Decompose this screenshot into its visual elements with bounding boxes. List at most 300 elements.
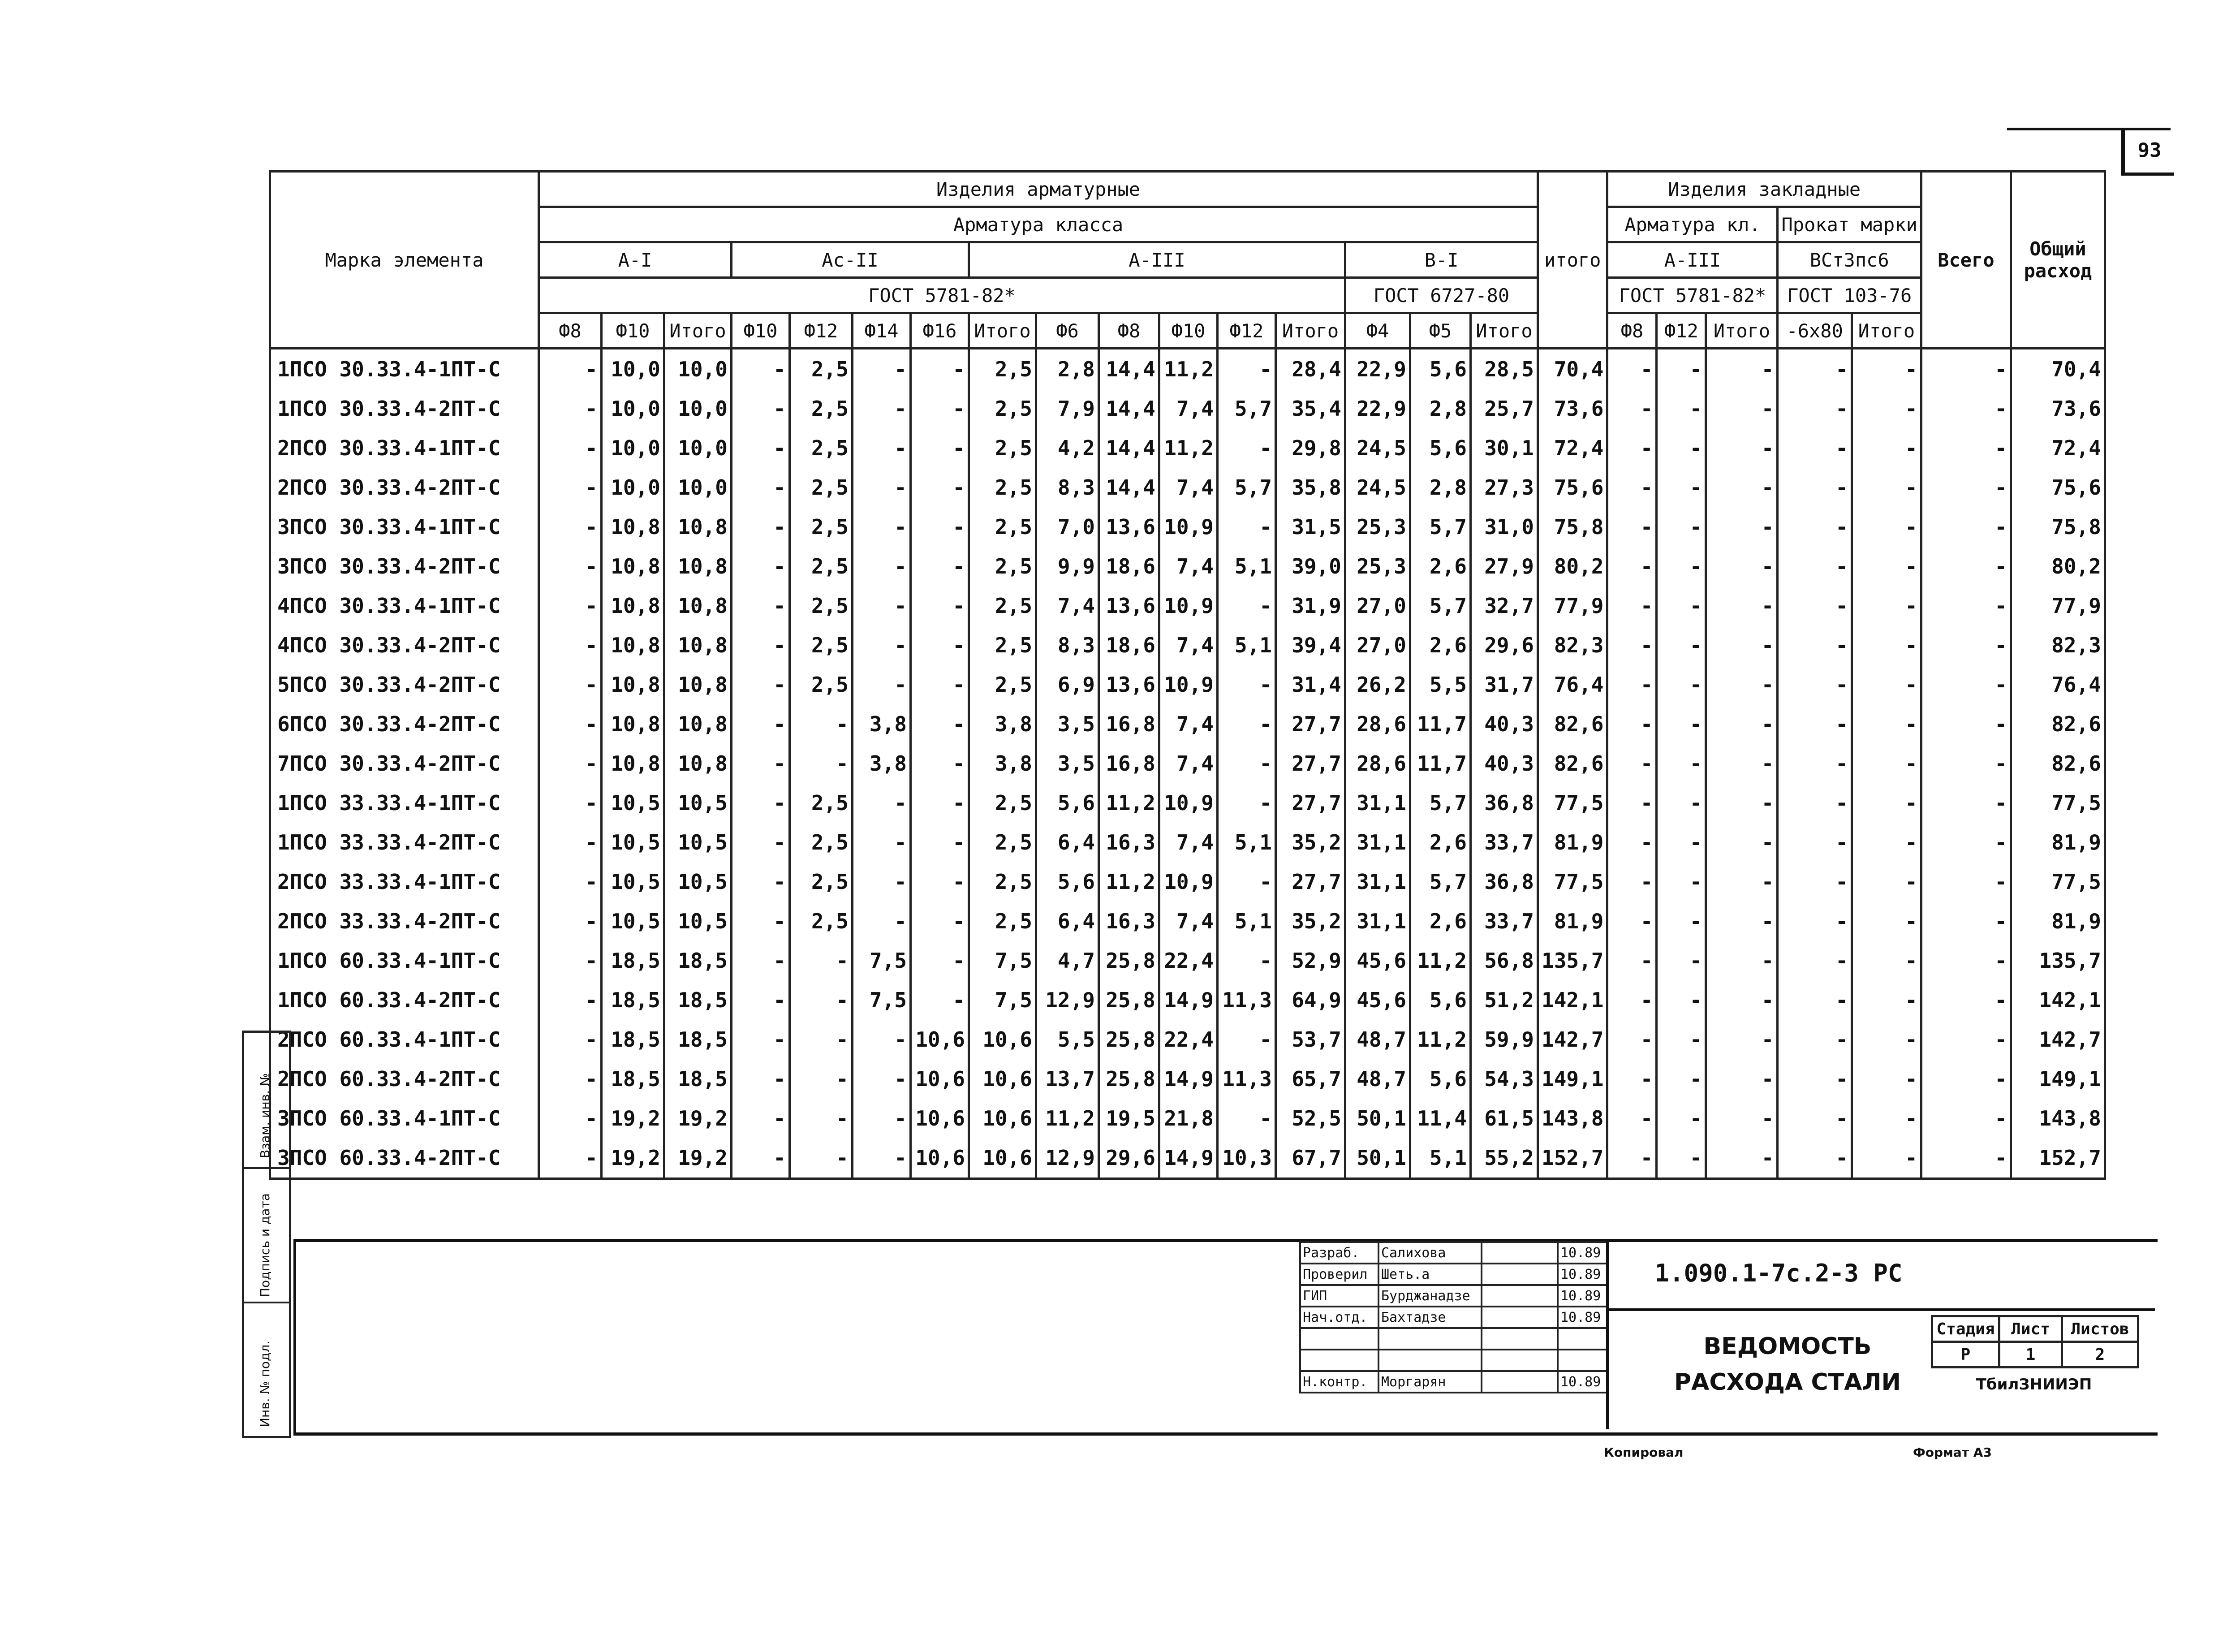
table-cell: 10,8 xyxy=(664,744,732,783)
table-cell: 11,2 xyxy=(1410,1020,1471,1059)
table-cell: - xyxy=(853,468,911,507)
element-mark: 2ПСО 33.33.4-2ПТ-С xyxy=(270,901,539,941)
table-cell: 80,2 xyxy=(1538,547,1607,586)
table-cell: 81,9 xyxy=(1538,901,1607,941)
table-cell: - xyxy=(539,1099,602,1138)
footer-copied: Копировал xyxy=(1604,1445,1684,1460)
table-cell: 3,5 xyxy=(1036,704,1099,744)
table-cell: - xyxy=(1852,665,1921,704)
table-cell: 31,1 xyxy=(1345,862,1410,901)
table-cell: 36,8 xyxy=(1471,862,1538,901)
table-row xyxy=(270,704,2105,744)
table-cell: 33,7 xyxy=(1471,901,1538,941)
signature-role: ГИП xyxy=(1300,1285,1378,1307)
table-cell: - xyxy=(1706,428,1778,468)
table-cell: 11,2 xyxy=(1036,1099,1099,1138)
table-cell: 31,5 xyxy=(1276,507,1345,547)
table-cell: 16,3 xyxy=(1099,901,1159,941)
table-cell: 5,1 xyxy=(1218,823,1276,862)
signature-sign xyxy=(1482,1328,1558,1350)
signature-date xyxy=(1558,1328,1607,1350)
table-row xyxy=(270,1059,2105,1099)
table-cell: 10,5 xyxy=(602,901,664,941)
col-header: Ф12 xyxy=(790,313,853,349)
table-cell: - xyxy=(1657,547,1706,586)
signature-row xyxy=(1300,1350,1607,1371)
table-cell: - xyxy=(911,468,969,507)
table-cell: - xyxy=(853,428,911,468)
table-cell: - xyxy=(1607,389,1657,428)
table-cell: 14,9 xyxy=(1159,1138,1218,1179)
header-class-a3: А-III xyxy=(969,242,1345,278)
table-cell: 7,4 xyxy=(1159,901,1218,941)
table-cell: - xyxy=(732,1138,790,1179)
stage-table xyxy=(1931,1315,2139,1368)
table-cell: - xyxy=(1921,507,2011,547)
table-cell: - xyxy=(911,783,969,823)
table-cell: 18,5 xyxy=(602,1059,664,1099)
table-cell: 10,8 xyxy=(602,507,664,547)
table-cell: 59,9 xyxy=(1471,1020,1538,1059)
table-cell: 5,7 xyxy=(1218,468,1276,507)
table-cell: 10,8 xyxy=(602,547,664,586)
table-cell: - xyxy=(732,704,790,744)
table-row xyxy=(270,901,2105,941)
table-cell: - xyxy=(790,1099,853,1138)
table-cell: - xyxy=(1607,1020,1657,1059)
table-cell: - xyxy=(1921,349,2011,389)
table-cell: - xyxy=(1921,823,2011,862)
table-cell: 2,5 xyxy=(969,625,1036,665)
col-header: Итого xyxy=(969,313,1036,349)
table-cell: - xyxy=(1852,625,1921,665)
table-cell: 10,0 xyxy=(664,349,732,389)
sheets-header: Листов xyxy=(2062,1316,2138,1342)
table-cell: - xyxy=(1852,1099,1921,1138)
table-cell: - xyxy=(732,665,790,704)
table-cell: 11,2 xyxy=(1099,862,1159,901)
table-cell: - xyxy=(732,547,790,586)
table-cell: 7,5 xyxy=(969,980,1036,1020)
signature-role: Разраб. xyxy=(1300,1242,1378,1264)
signature-date: 10.89 xyxy=(1558,1371,1607,1393)
table-cell: 10,0 xyxy=(602,428,664,468)
table-cell: 3,8 xyxy=(969,704,1036,744)
table-cell: - xyxy=(1852,349,1921,389)
table-cell: 25,8 xyxy=(1099,1020,1159,1059)
table-cell: 10,5 xyxy=(664,823,732,862)
header-emb-class: А-III xyxy=(1607,242,1778,278)
table-cell: 11,7 xyxy=(1410,704,1471,744)
col-header: Ф5 xyxy=(1410,313,1471,349)
table-cell: - xyxy=(1921,862,2011,901)
table-cell: 18,5 xyxy=(602,1020,664,1059)
table-cell: 5,1 xyxy=(1410,1138,1471,1179)
table-cell: - xyxy=(1921,901,2011,941)
signature-date: 10.89 xyxy=(1558,1285,1607,1307)
table-cell: 2,6 xyxy=(1410,547,1471,586)
table-body xyxy=(270,349,2105,1179)
table-cell: 7,4 xyxy=(1159,625,1218,665)
table-cell: 27,7 xyxy=(1276,744,1345,783)
table-cell: 45,6 xyxy=(1345,941,1410,980)
col-header: Ф4 xyxy=(1345,313,1410,349)
col-header: Ф12 xyxy=(1657,313,1706,349)
table-cell: 29,6 xyxy=(1099,1138,1159,1179)
table-cell: 11,2 xyxy=(1099,783,1159,823)
table-cell: 25,3 xyxy=(1345,507,1410,547)
table-cell: 7,9 xyxy=(1036,389,1099,428)
table-cell: - xyxy=(1706,783,1778,823)
table-cell: 18,6 xyxy=(1099,547,1159,586)
signature-row xyxy=(1300,1307,1607,1328)
table-cell: 11,2 xyxy=(1410,941,1471,980)
table-cell: - xyxy=(539,901,602,941)
table-row xyxy=(270,980,2105,1020)
table-row xyxy=(270,507,2105,547)
table-cell: 7,4 xyxy=(1159,704,1218,744)
table-cell: 10,6 xyxy=(911,1099,969,1138)
table-cell: 18,6 xyxy=(1099,625,1159,665)
table-cell: 7,4 xyxy=(1159,744,1218,783)
table-cell: - xyxy=(1657,625,1706,665)
table-cell: - xyxy=(1921,941,2011,980)
table-cell: - xyxy=(1706,1020,1778,1059)
table-cell: 25,8 xyxy=(1099,941,1159,980)
table-cell: 19,5 xyxy=(1099,1099,1159,1138)
table-cell: - xyxy=(1778,704,1852,744)
table-cell: - xyxy=(1607,586,1657,625)
table-cell: 6,9 xyxy=(1036,665,1099,704)
table-cell: 14,4 xyxy=(1099,349,1159,389)
table-cell: 75,8 xyxy=(2011,507,2105,547)
signature-name xyxy=(1378,1328,1482,1350)
table-cell: 31,4 xyxy=(1276,665,1345,704)
table-cell: - xyxy=(1852,941,1921,980)
table-cell: 76,4 xyxy=(2011,665,2105,704)
table-cell: 64,9 xyxy=(1276,980,1345,1020)
table-cell: - xyxy=(1706,980,1778,1020)
table-cell: 5,7 xyxy=(1410,862,1471,901)
table-cell: - xyxy=(911,389,969,428)
table-cell: 22,4 xyxy=(1159,941,1218,980)
table-cell: - xyxy=(732,901,790,941)
table-cell: - xyxy=(853,823,911,862)
side-cell-sign xyxy=(244,1167,289,1303)
table-cell: 22,9 xyxy=(1345,349,1410,389)
element-mark: 1ПСО 60.33.4-1ПТ-С xyxy=(270,941,539,980)
table-cell: - xyxy=(911,586,969,625)
table-cell: - xyxy=(1706,468,1778,507)
table-cell: 25,7 xyxy=(1471,389,1538,428)
table-cell: - xyxy=(911,744,969,783)
table-cell: - xyxy=(911,823,969,862)
table-cell: - xyxy=(732,980,790,1020)
table-cell: - xyxy=(790,744,853,783)
table-row xyxy=(270,389,2105,428)
signature-sign xyxy=(1482,1285,1558,1307)
side-cell-inv-replace xyxy=(244,1033,289,1169)
table-cell: 75,6 xyxy=(1538,468,1607,507)
side-inv-orig: Инв. № подл. xyxy=(258,1340,272,1427)
table-cell: - xyxy=(1218,941,1276,980)
table-cell: 11,4 xyxy=(1410,1099,1471,1138)
table-cell: 7,0 xyxy=(1036,507,1099,547)
signature-row xyxy=(1300,1242,1607,1264)
table-cell: - xyxy=(1657,823,1706,862)
table-cell: - xyxy=(1921,389,2011,428)
table-cell: 2,5 xyxy=(790,468,853,507)
table-cell: 5,7 xyxy=(1410,586,1471,625)
table-cell: 13,6 xyxy=(1099,665,1159,704)
table-cell: 10,8 xyxy=(664,665,732,704)
table-cell: - xyxy=(1218,704,1276,744)
table-cell: - xyxy=(1657,1059,1706,1099)
table-cell: 5,6 xyxy=(1410,980,1471,1020)
table-cell: 2,5 xyxy=(969,665,1036,704)
table-cell: - xyxy=(539,1020,602,1059)
signature-role xyxy=(1300,1350,1378,1371)
table-cell: - xyxy=(1852,389,1921,428)
table-cell: 25,8 xyxy=(1099,1059,1159,1099)
table-cell: 142,1 xyxy=(1538,980,1607,1020)
table-cell: 7,5 xyxy=(853,941,911,980)
sheets-value: 2 xyxy=(2062,1342,2138,1367)
element-mark: 6ПСО 30.33.4-2ПТ-С xyxy=(270,704,539,744)
table-row xyxy=(270,783,2105,823)
table-cell: 22,9 xyxy=(1345,389,1410,428)
signature-role: Проверил xyxy=(1300,1264,1378,1285)
table-cell: - xyxy=(1607,468,1657,507)
table-cell: 10,5 xyxy=(602,823,664,862)
table-cell: - xyxy=(539,1059,602,1099)
table-cell: 10,8 xyxy=(602,665,664,704)
table-row xyxy=(270,823,2105,862)
table-cell: - xyxy=(539,783,602,823)
table-cell: 3,8 xyxy=(969,744,1036,783)
table-cell: - xyxy=(1657,665,1706,704)
table-cell: 54,3 xyxy=(1471,1059,1538,1099)
table-cell: - xyxy=(1921,468,2011,507)
table-cell: - xyxy=(1852,862,1921,901)
table-cell: - xyxy=(732,507,790,547)
table-cell: 48,7 xyxy=(1345,1020,1410,1059)
table-cell: - xyxy=(1607,507,1657,547)
element-mark: 1ПСО 30.33.4-2ПТ-С xyxy=(270,389,539,428)
table-cell: 67,7 xyxy=(1276,1138,1345,1179)
table-cell: - xyxy=(539,704,602,744)
table-cell: - xyxy=(790,1059,853,1099)
table-cell: - xyxy=(1607,428,1657,468)
table-cell: 7,4 xyxy=(1159,823,1218,862)
element-mark: 2ПСО 60.33.4-2ПТ-С xyxy=(270,1059,539,1099)
stamp-hline xyxy=(1606,1308,2155,1311)
signature-name: Бурджанадзе xyxy=(1378,1285,1482,1307)
table-cell: 18,5 xyxy=(602,980,664,1020)
table-cell: - xyxy=(1852,507,1921,547)
table-cell: 2,5 xyxy=(790,389,853,428)
table-cell: 2,5 xyxy=(790,823,853,862)
table-cell: 70,4 xyxy=(1538,349,1607,389)
table-cell: 29,6 xyxy=(1471,625,1538,665)
signature-role: Нач.отд. xyxy=(1300,1307,1378,1328)
table-cell: 5,7 xyxy=(1410,783,1471,823)
table-cell: 76,4 xyxy=(1538,665,1607,704)
table-cell: 24,5 xyxy=(1345,428,1410,468)
table-cell: - xyxy=(1778,468,1852,507)
table-cell: 2,5 xyxy=(969,468,1036,507)
stage-value: Р xyxy=(1932,1342,1999,1367)
table-cell: - xyxy=(1607,349,1657,389)
table-cell: 5,7 xyxy=(1218,389,1276,428)
header-class-v1: В-I xyxy=(1345,242,1538,278)
col-header: -6х80 xyxy=(1778,313,1852,349)
table-cell: - xyxy=(1778,389,1852,428)
table-cell: - xyxy=(853,1099,911,1138)
table-row xyxy=(270,862,2105,901)
table-cell: 19,2 xyxy=(602,1099,664,1138)
table-cell: - xyxy=(1706,349,1778,389)
signature-sign xyxy=(1482,1264,1558,1285)
table-cell: - xyxy=(790,704,853,744)
table-cell: 135,7 xyxy=(2011,941,2105,980)
table-cell: - xyxy=(1607,547,1657,586)
table-cell: 2,5 xyxy=(790,547,853,586)
table-cell: - xyxy=(539,941,602,980)
table-cell: 11,3 xyxy=(1218,1059,1276,1099)
table-cell: - xyxy=(732,941,790,980)
sheet-name xyxy=(1631,1329,1944,1400)
table-cell: 31,7 xyxy=(1471,665,1538,704)
table-cell: 16,8 xyxy=(1099,744,1159,783)
table-cell: 18,5 xyxy=(664,941,732,980)
element-mark: 1ПСО 60.33.4-2ПТ-С xyxy=(270,980,539,1020)
table-cell: - xyxy=(732,1099,790,1138)
table-cell: 7,4 xyxy=(1159,547,1218,586)
table-cell: - xyxy=(853,665,911,704)
table-cell: - xyxy=(1706,665,1778,704)
table-cell: 26,2 xyxy=(1345,665,1410,704)
table-cell: 72,4 xyxy=(2011,428,2105,468)
table-cell: 28,5 xyxy=(1471,349,1538,389)
signature-date: 10.89 xyxy=(1558,1264,1607,1285)
table-cell: 31,0 xyxy=(1471,507,1538,547)
table-cell: - xyxy=(539,1138,602,1179)
table-cell: 18,5 xyxy=(664,1020,732,1059)
table-cell: - xyxy=(853,625,911,665)
element-mark: 4ПСО 30.33.4-2ПТ-С xyxy=(270,625,539,665)
table-cell: 81,9 xyxy=(2011,901,2105,941)
table-cell: - xyxy=(853,389,911,428)
table-cell: 142,7 xyxy=(1538,1020,1607,1059)
signature-name: Бахтадзе xyxy=(1378,1307,1482,1328)
table-cell: 10,8 xyxy=(664,625,732,665)
element-mark: 3ПСО 60.33.4-2ПТ-С xyxy=(270,1138,539,1179)
table-cell: - xyxy=(539,389,602,428)
table-cell: 16,3 xyxy=(1099,823,1159,862)
table-cell: - xyxy=(1852,980,1921,1020)
table-cell: - xyxy=(539,823,602,862)
table-row xyxy=(270,625,2105,665)
table-cell: - xyxy=(1778,744,1852,783)
element-mark: 7ПСО 30.33.4-2ПТ-С xyxy=(270,744,539,783)
table-row xyxy=(270,349,2105,389)
table-cell: - xyxy=(732,625,790,665)
table-cell: - xyxy=(1778,507,1852,547)
table-cell: - xyxy=(1921,1138,2011,1179)
table-row xyxy=(270,665,2105,704)
table-cell: - xyxy=(853,1020,911,1059)
table-cell: - xyxy=(1657,349,1706,389)
table-cell: 11,2 xyxy=(1159,349,1218,389)
table-cell: - xyxy=(732,1059,790,1099)
header-columns-row xyxy=(270,313,2105,349)
table-cell: 35,4 xyxy=(1276,389,1345,428)
table-cell: 2,6 xyxy=(1410,625,1471,665)
table-cell: - xyxy=(1778,625,1852,665)
table-cell: - xyxy=(732,783,790,823)
table-cell: - xyxy=(1706,744,1778,783)
signature-date: 10.89 xyxy=(1558,1242,1607,1264)
table-cell: - xyxy=(911,428,969,468)
sheet-name-line2: РАСХОДА СТАЛИ xyxy=(1674,1369,1901,1396)
table-cell: 10,6 xyxy=(969,1099,1036,1138)
table-cell: - xyxy=(1218,783,1276,823)
table-cell: - xyxy=(1852,1059,1921,1099)
header-embedded-products: Изделия закладные xyxy=(1607,172,1921,207)
table-cell: 10,8 xyxy=(602,586,664,625)
table-cell: - xyxy=(1921,428,2011,468)
col-header: Ф8 xyxy=(539,313,602,349)
table-cell: 2,5 xyxy=(969,507,1036,547)
col-header: Ф12 xyxy=(1218,313,1276,349)
table-cell: 2,8 xyxy=(1410,468,1471,507)
table-cell: - xyxy=(1218,349,1276,389)
table-cell: 2,5 xyxy=(790,665,853,704)
table-cell: - xyxy=(539,507,602,547)
table-cell: 16,8 xyxy=(1099,704,1159,744)
table-cell: - xyxy=(911,625,969,665)
table-cell: 12,9 xyxy=(1036,980,1099,1020)
table-cell: 82,6 xyxy=(2011,744,2105,783)
table-cell: 50,1 xyxy=(1345,1099,1410,1138)
table-cell: 2,5 xyxy=(969,901,1036,941)
table-cell: - xyxy=(1657,1138,1706,1179)
signature-sign xyxy=(1482,1307,1558,1328)
table-cell: 31,1 xyxy=(1345,823,1410,862)
table-cell: - xyxy=(539,980,602,1020)
table-cell: - xyxy=(1218,1099,1276,1138)
table-cell: 19,2 xyxy=(664,1138,732,1179)
table-cell: 81,9 xyxy=(1538,823,1607,862)
table-cell: - xyxy=(1852,783,1921,823)
table-cell: 10,6 xyxy=(969,1059,1036,1099)
table-cell: - xyxy=(1706,507,1778,547)
table-cell: 2,5 xyxy=(790,349,853,389)
table-cell: 10,8 xyxy=(602,744,664,783)
table-cell: - xyxy=(1607,823,1657,862)
table-cell: 82,6 xyxy=(1538,704,1607,744)
table-cell: 2,5 xyxy=(969,586,1036,625)
table-cell: - xyxy=(1706,389,1778,428)
signature-name: Салихова xyxy=(1378,1242,1482,1264)
table-cell: 10,8 xyxy=(664,586,732,625)
sheet-name-line1: ВЕДОМОСТЬ xyxy=(1703,1333,1872,1360)
table-cell: 143,8 xyxy=(2011,1099,2105,1138)
table-cell: - xyxy=(1657,507,1706,547)
table-cell: 18,5 xyxy=(602,941,664,980)
table-cell: - xyxy=(732,349,790,389)
